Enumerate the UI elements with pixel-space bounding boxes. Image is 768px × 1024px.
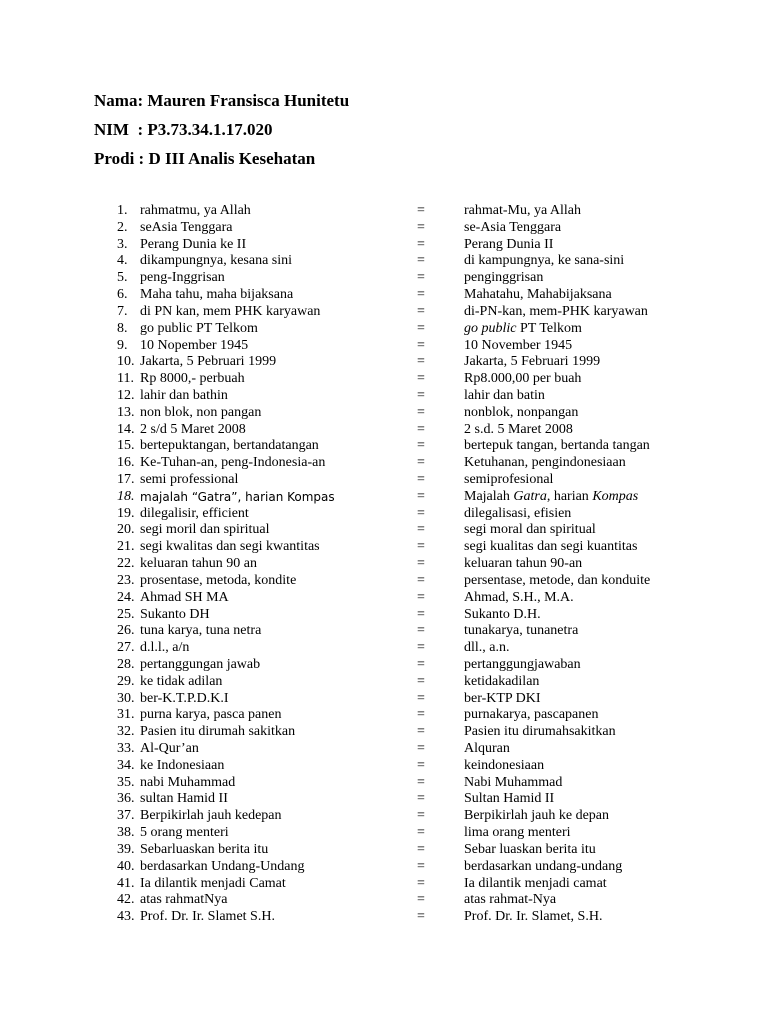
incorrect-form: lahir dan bathin [140,387,228,403]
list-item [0,573,768,590]
item-number: 2. [117,219,128,235]
item-number: 22. [117,556,135,572]
incorrect-form: segi kwalitas dan segi kwantitas [140,539,320,555]
item-number: 29. [117,673,135,689]
item-number: 35. [117,774,135,790]
incorrect-form: go public PT Telkom [140,320,258,336]
correct-form: keindonesiaan [464,757,545,773]
equals-sign: = [417,825,425,841]
list-item [0,371,768,388]
list-item [0,354,768,371]
incorrect-form: ber-K.T.P.D.K.I [140,690,229,706]
equals-sign: = [417,606,425,622]
list-item [0,304,768,321]
incorrect-form: seAsia Tenggara [140,219,233,235]
equals-sign: = [417,556,425,572]
correct-form: semiprofesional [464,472,554,487]
list-item [0,674,768,691]
list-item [0,724,768,741]
item-number: 41. [117,875,135,891]
list-item [0,203,768,220]
correct-form: segi kualitas dan segi kuantitas [464,539,638,555]
incorrect-form: dilegalisir, efficient [140,505,249,521]
correct-form: Jakarta, 5 Februari 1999 [464,354,601,370]
list-item [0,623,768,640]
item-number: 8. [117,320,128,336]
incorrect-form: berdasarkan Undang-Undang [140,858,305,874]
correct-form: lima orang menteri [464,825,571,841]
correct-form: dll., a.n. [464,640,510,656]
list-item [0,808,768,825]
list-item [0,892,768,909]
correct-form: rahmat-Mu, ya Allah [464,203,582,218]
incorrect-form: peng-Inggrisan [140,270,225,286]
equals-sign: = [417,320,425,336]
incorrect-form: bertepuktangan, bertandatangan [140,438,319,454]
list-item [0,522,768,539]
list-item [0,741,768,758]
incorrect-form: majalah “Gatra”, harian Kompas [140,489,335,504]
equals-sign: = [417,623,425,639]
item-number: 25. [117,606,135,622]
correct-form [464,321,582,338]
correct-form: lahir dan batin [464,387,545,403]
equals-sign: = [417,522,425,538]
list-item [0,657,768,674]
equals-sign: = [417,371,425,387]
equals-sign: = [417,303,425,319]
incorrect-form: rahmatmu, ya Allah [140,203,251,218]
equals-sign: = [417,253,425,269]
correct-form: ketidakadilan [464,673,540,689]
equals-sign: = [417,690,425,706]
incorrect-form: Ke-Tuhan-an, peng-Indonesia-an [140,455,326,471]
equals-sign: = [417,875,425,891]
item-number: 24. [117,589,135,605]
equals-sign: = [417,505,425,521]
equals-sign: = [417,455,425,471]
equals-sign: = [417,640,425,656]
correct-form: tunakarya, tunanetra [464,623,579,639]
equals-sign: = [417,724,425,740]
correct-form: Ia dilantik menjadi camat [464,875,607,891]
incorrect-form: 2 s/d 5 Maret 2008 [140,421,246,437]
incorrect-form: 10 Nopember 1945 [140,337,249,353]
item-number: 31. [117,707,135,723]
student-nim: NIM : P3.73.34.1.17.020 [94,120,273,139]
correct-form-rest: PT Telkom [516,320,582,336]
equals-sign: = [417,539,425,555]
item-number: 43. [117,909,135,925]
list-item [0,775,768,792]
incorrect-form: Maha tahu, maha bijaksana [140,287,294,303]
incorrect-form: Ahmad SH MA [140,589,229,605]
list-item [0,388,768,405]
list-item [0,876,768,893]
correct-form: pertanggungjawaban [464,656,581,672]
italic-term: go public [464,320,517,336]
list-item [0,438,768,455]
italic-term: Gatra [513,488,547,504]
incorrect-form: di PN kan, mem PHK karyawan [140,303,321,319]
item-number: 18. [117,488,135,504]
correct-form: penginggrisan [464,270,544,286]
student-info-header [94,86,349,173]
incorrect-form: segi moril dan spiritual [140,522,270,538]
item-number: 16. [117,455,135,471]
incorrect-form: ke Indonesiaan [140,757,225,773]
correct-form: persentase, metode, dan konduite [464,572,651,588]
correct-form: segi moral dan spiritual [464,522,596,538]
equals-sign: = [417,741,425,756]
incorrect-form: Berpikirlah jauh kedepan [140,808,282,824]
list-item [0,455,768,472]
list-item [0,556,768,573]
correct-form: Alquran [464,741,510,756]
incorrect-form: Ia dilantik menjadi Camat [140,875,286,891]
equals-sign: = [417,421,425,437]
incorrect-form: Perang Dunia ke II [140,236,247,252]
item-number: 20. [117,522,135,538]
list-item [0,472,768,489]
correct-form-part: , harian [546,488,593,504]
equals-sign: = [417,387,425,403]
equals-sign: = [417,488,425,504]
incorrect-form: prosentase, metoda, kondite [140,572,297,588]
correct-form [464,489,638,506]
incorrect-form: Pasien itu dirumah sakitkan [140,724,296,740]
incorrect-form: semi professional [140,472,239,487]
list-item [0,590,768,607]
correct-form: di kampungnya, ke sana-sini [464,253,625,269]
list-item [0,237,768,254]
item-number: 13. [117,404,135,420]
equals-sign: = [417,858,425,874]
correct-form: di-PN-kan, mem-PHK karyawan [464,303,648,319]
incorrect-form: Jakarta, 5 Pebruari 1999 [140,354,277,370]
list-item [0,758,768,775]
equals-sign: = [417,219,425,235]
item-number: 21. [117,539,135,555]
correct-form: ber-KTP DKI [464,690,541,706]
item-number: 27. [117,640,135,656]
correct-form: Prof. Dr. Ir. Slamet, S.H. [464,909,603,925]
correct-form: dilegalisasi, efisien [464,505,572,521]
item-number: 36. [117,791,135,807]
incorrect-form: dikampungnya, kesana sini [140,253,293,269]
equals-sign: = [417,909,425,925]
list-item [0,506,768,523]
incorrect-form: Prof. Dr. Ir. Slamet S.H. [140,909,275,925]
correct-form: Pasien itu dirumahsakitkan [464,724,616,740]
item-number: 30. [117,690,135,706]
item-number: 28. [117,656,135,672]
list-item [0,270,768,287]
incorrect-form: 5 orang menteri [140,825,229,841]
item-number: 7. [117,303,128,319]
incorrect-form: Al-Qur’an [140,741,199,756]
correct-form: Ketuhanan, pengindonesiaan [464,455,626,471]
correct-form: Sultan Hamid II [464,791,555,807]
italic-term: Kompas [592,488,639,504]
correct-form: se-Asia Tenggara [464,219,562,235]
correct-form: Nabi Muhammad [464,774,563,790]
equals-sign: = [417,707,425,723]
item-number: 9. [117,337,128,353]
incorrect-form: keluaran tahun 90 an [140,556,258,572]
incorrect-form: Sukanto DH [140,606,210,622]
correct-form: nonblok, nonpangan [464,404,579,420]
item-number: 26. [117,623,135,639]
list-item [0,422,768,439]
equals-sign: = [417,472,425,487]
list-item [0,640,768,657]
item-number: 38. [117,825,135,841]
incorrect-form: nabi Muhammad [140,774,236,790]
incorrect-form: purna karya, pasca panen [140,707,282,723]
item-number: 12. [117,387,135,403]
correction-list [0,203,768,926]
item-number: 11. [117,371,134,387]
list-item [0,607,768,624]
item-number: 4. [117,253,128,269]
item-number: 34. [117,757,135,773]
correct-form: Rp8.000,00 per buah [464,371,582,387]
incorrect-form: tuna karya, tuna netra [140,623,262,639]
student-name: Nama: Mauren Fransisca Hunitetu [94,91,350,110]
incorrect-form: sultan Hamid II [140,791,228,807]
list-item [0,842,768,859]
correct-form: berdasarkan undang-undang [464,858,623,874]
correct-form: Berpikirlah jauh ke depan [464,808,610,824]
equals-sign: = [417,892,425,908]
item-number: 15. [117,438,135,454]
item-number: 17. [117,472,135,487]
equals-sign: = [417,841,425,857]
incorrect-form: Rp 8000,- perbuah [140,371,245,387]
list-item [0,539,768,556]
list-item [0,859,768,876]
item-number: 1. [117,203,128,218]
correct-form: 2 s.d. 5 Maret 2008 [464,421,573,437]
item-number: 10. [117,354,135,370]
list-item [0,707,768,724]
equals-sign: = [417,404,425,420]
item-number: 32. [117,724,135,740]
incorrect-form: non blok, non pangan [140,404,262,420]
list-item [0,220,768,237]
item-number: 40. [117,858,135,874]
item-number: 37. [117,808,135,824]
incorrect-form: pertanggungan jawab [140,656,261,672]
list-item [0,405,768,422]
equals-sign: = [417,808,425,824]
equals-sign: = [417,270,425,286]
equals-sign: = [417,673,425,689]
equals-sign: = [417,757,425,773]
equals-sign: = [417,337,425,353]
list-item [0,287,768,304]
list-item [0,825,768,842]
item-number: 3. [117,236,128,252]
equals-sign: = [417,354,425,370]
correct-form: 10 November 1945 [464,337,573,353]
item-number: 5. [117,270,128,286]
item-number: 23. [117,572,135,588]
equals-sign: = [417,656,425,672]
correct-form: bertepuk tangan, bertanda tangan [464,438,650,454]
item-number: 42. [117,892,135,908]
equals-sign: = [417,572,425,588]
incorrect-form: atas rahmatNya [140,892,228,908]
item-number: 39. [117,841,135,857]
incorrect-form: Sebarluaskan berita itu [140,841,269,857]
correct-form: Sukanto D.H. [464,606,541,622]
equals-sign: = [417,774,425,790]
list-item [0,253,768,270]
correct-form: atas rahmat-Nya [464,892,557,908]
correct-form: Mahatahu, Mahabijaksana [464,287,612,303]
item-number: 19. [117,505,135,521]
equals-sign: = [417,589,425,605]
item-number: 14. [117,421,135,437]
item-number: 6. [117,287,128,303]
list-item [0,691,768,708]
study-program: Prodi : D III Analis Kesehatan [94,149,316,168]
incorrect-form: ke tidak adilan [140,673,223,689]
correct-form: keluaran tahun 90-an [464,556,583,572]
correct-form: Sebar luaskan berita itu [464,841,596,857]
correct-form: purnakarya, pascapanen [464,707,599,723]
list-item [0,338,768,355]
correct-form: Ahmad, S.H., M.A. [464,589,574,605]
equals-sign: = [417,203,425,218]
equals-sign: = [417,236,425,252]
equals-sign: = [417,438,425,454]
correct-form: Perang Dunia II [464,236,554,252]
list-item [0,909,768,926]
equals-sign: = [417,287,425,303]
list-item [0,489,768,506]
correct-form-part: Majalah [464,488,514,504]
equals-sign: = [417,791,425,807]
incorrect-form: d.l.l., a/n [140,640,190,656]
list-item [0,791,768,808]
list-item [0,321,768,338]
item-number: 33. [117,741,135,756]
